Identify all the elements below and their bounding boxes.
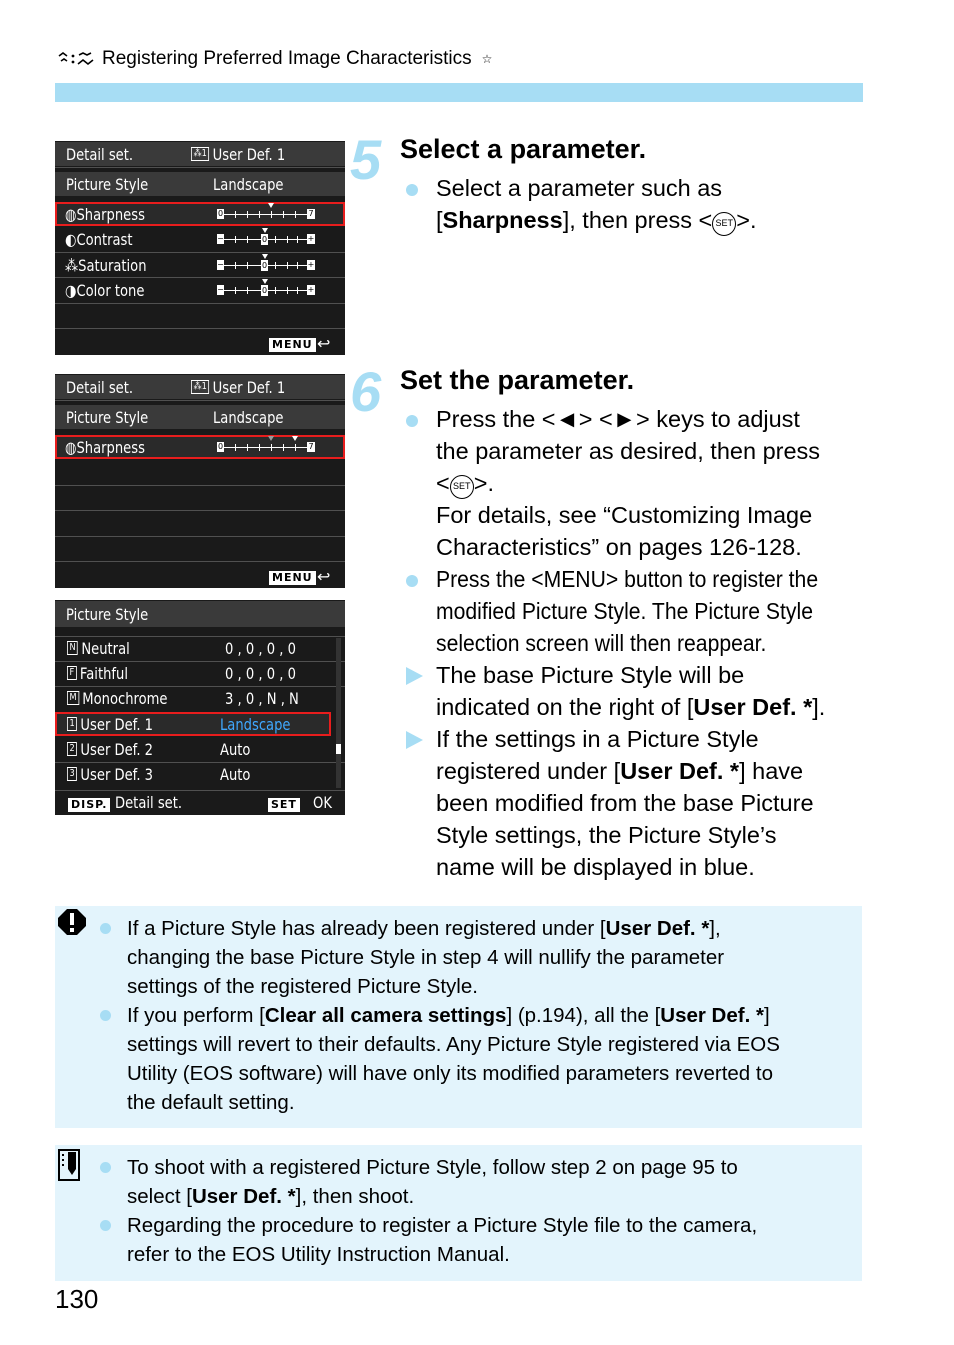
header-title: Registering Preferred Image Characteristics bbox=[102, 48, 472, 69]
menu-button-label: MENU bbox=[543, 566, 606, 592]
menu-button[interactable]: MENU bbox=[269, 338, 316, 352]
faithful-icon: F bbox=[67, 666, 77, 680]
sharpness-icon: ◍ bbox=[65, 437, 77, 457]
style-row-neutral[interactable]: N Neutral 0 , 0 , 0 , 0 bbox=[55, 636, 345, 660]
lcd2-title-row bbox=[55, 375, 345, 399]
neutral-icon: N bbox=[67, 641, 78, 655]
lcd-adjust-screen bbox=[55, 374, 345, 588]
lcd-param-saturation[interactable]: ⁂Saturation − 0 + bbox=[65, 255, 315, 275]
set-button-icon: SET bbox=[450, 475, 474, 499]
lcd-style-row bbox=[55, 172, 345, 196]
lcd2-param-sharpness[interactable]: ◍Sharpness 0 7 bbox=[55, 435, 345, 459]
lcd-style-value: Landscape bbox=[213, 174, 284, 194]
step-6-body bbox=[404, 403, 862, 883]
lcd-style-label: Picture Style bbox=[66, 174, 149, 194]
step-5-body bbox=[404, 172, 862, 236]
page-header bbox=[58, 48, 492, 70]
style-row-user-def-3[interactable]: 3 User Def. 3 Auto bbox=[55, 762, 345, 786]
advanced-star: ☆ bbox=[481, 52, 493, 66]
result-arrow-icon bbox=[406, 667, 423, 685]
caution-note bbox=[55, 906, 862, 1128]
style-row-user-def-1[interactable]: 1 User Def. 1 Landscape bbox=[55, 712, 331, 736]
memo-note bbox=[55, 1145, 862, 1281]
lcd3-scrollbar[interactable] bbox=[336, 638, 341, 788]
result-arrow-icon bbox=[406, 731, 423, 749]
lcd-param-sharpness[interactable]: ◍Sharpness 0 7 bbox=[55, 202, 345, 226]
step-6-result-base: The base Picture Style will be indicated on the right of [User Def. *]. bbox=[404, 659, 862, 723]
contrast-icon: ◐ bbox=[65, 229, 77, 249]
step-5-bullet: Select a parameter such as [Sharpness], then press < SET >. bbox=[404, 172, 862, 236]
lcd-param-color-tone[interactable]: ◑Color tone − 0 + bbox=[65, 280, 315, 300]
lcd2-title-left: Detail set. bbox=[66, 377, 134, 397]
step-6-bullet-register: Press the <MENU> button to register the modified Picture Style. The Picture Style selection screen will then reappear. bbox=[404, 563, 862, 659]
style-row-monochrome[interactable]: M Monochrome 3 , 0 , N , N bbox=[55, 686, 345, 710]
lcd-detail-screen bbox=[55, 141, 345, 355]
saturation-scale: − 0 + bbox=[217, 258, 315, 272]
contrast-scale: − 0 + bbox=[217, 232, 315, 246]
lcd3-title: Picture Style bbox=[66, 604, 149, 624]
menu-button[interactable]: MENU bbox=[269, 571, 316, 585]
monochrome-icon: M bbox=[67, 691, 79, 705]
style-row-faithful[interactable]: F Faithful 0 , 0 , 0 , 0 bbox=[55, 661, 345, 685]
step-6-result-blue: If the settings in a Picture Style registered under [User Def. *] have been modified from the base Picture Style settings, the Picture Style’s name will be displayed in blue. bbox=[404, 723, 862, 883]
userdef-icon: ⁂1 bbox=[191, 380, 209, 394]
lcd2-title-right: User Def. 1 bbox=[212, 377, 286, 397]
step-5-title: Select a parameter. bbox=[400, 134, 647, 164]
color-tone-icon: ◑ bbox=[65, 280, 77, 300]
step-6-bullet-adjust: Press the <◄> <►> keys to adjust the parameter as desired, then press < SET >. For details, see “Customizing Image Characteristics” on pages 126-128. bbox=[404, 403, 862, 563]
lcd-title-row bbox=[55, 142, 345, 166]
color-tone-scale: − 0 + bbox=[217, 283, 315, 297]
lcd-picture-style-screen bbox=[55, 600, 345, 815]
lcd2-style-row: Picture Style Landscape bbox=[55, 405, 345, 429]
memo-item: To shoot with a registered Picture Style, follow step 2 on page 95 to select [User Def. *], then shoot. bbox=[100, 1153, 850, 1211]
ok-label: OK bbox=[313, 793, 332, 812]
set-button-icon: SET bbox=[712, 212, 736, 236]
userdef3-icon: 3 bbox=[67, 767, 77, 781]
step-number-6: 6 bbox=[350, 360, 382, 423]
lcd-title-left: Detail set. bbox=[66, 144, 134, 164]
userdef1-icon: 1 bbox=[67, 717, 77, 731]
userdef2-icon: 2 bbox=[67, 742, 77, 756]
saturation-icon: ⁂ bbox=[65, 255, 79, 275]
lcd3-scroll-thumb bbox=[336, 744, 341, 754]
disp-button[interactable]: DISP. bbox=[68, 798, 110, 812]
memo-icon bbox=[58, 1149, 80, 1181]
sharpness-icon: ◍ bbox=[65, 204, 77, 224]
caution-item: If you perform [Clear all camera settings] (p.194), all the [User Def. *] settings will revert to their defaults. Any Picture Style registered via EOS Utility (EOS software) will have only its modified parameters reverted to the default setting. bbox=[100, 1001, 850, 1117]
memo-item: Regarding the procedure to register a Picture Style file to the camera, refer to the EOS Utility Instruction Manual. bbox=[100, 1211, 850, 1269]
lcd-param-contrast[interactable]: ◐Contrast − 0 + bbox=[65, 229, 315, 249]
return-icon: ↩ bbox=[317, 567, 331, 586]
sharpness-adjust-scale[interactable]: 0 7 bbox=[217, 440, 315, 454]
step-number-5: 5 bbox=[350, 128, 382, 191]
lcd3-title-row bbox=[55, 601, 345, 627]
detail-set-label: Detail set. bbox=[115, 793, 183, 812]
step-6-title: Set the parameter. bbox=[400, 365, 635, 395]
caution-item: If a Picture Style has already been registered under [User Def. *], changing the base Picture Style in step 4 will nullify the parameter settings of the registered Picture Style. bbox=[100, 914, 850, 1001]
header-bar bbox=[55, 83, 863, 102]
userdef1-base-style: Landscape bbox=[220, 714, 291, 734]
return-icon: ↩ bbox=[317, 334, 331, 353]
caution-icon bbox=[57, 908, 87, 936]
lcd-title-right: User Def. 1 bbox=[212, 144, 286, 164]
style-row-user-def-2[interactable]: 2 User Def. 2 Auto bbox=[55, 737, 345, 761]
set-button[interactable]: SET bbox=[268, 798, 300, 812]
userdef-icon: ⁂1 bbox=[191, 147, 209, 161]
picture-style-icon bbox=[58, 52, 94, 66]
sharpness-scale: 0 7 bbox=[217, 207, 315, 221]
page-number: 130 bbox=[55, 1284, 99, 1314]
